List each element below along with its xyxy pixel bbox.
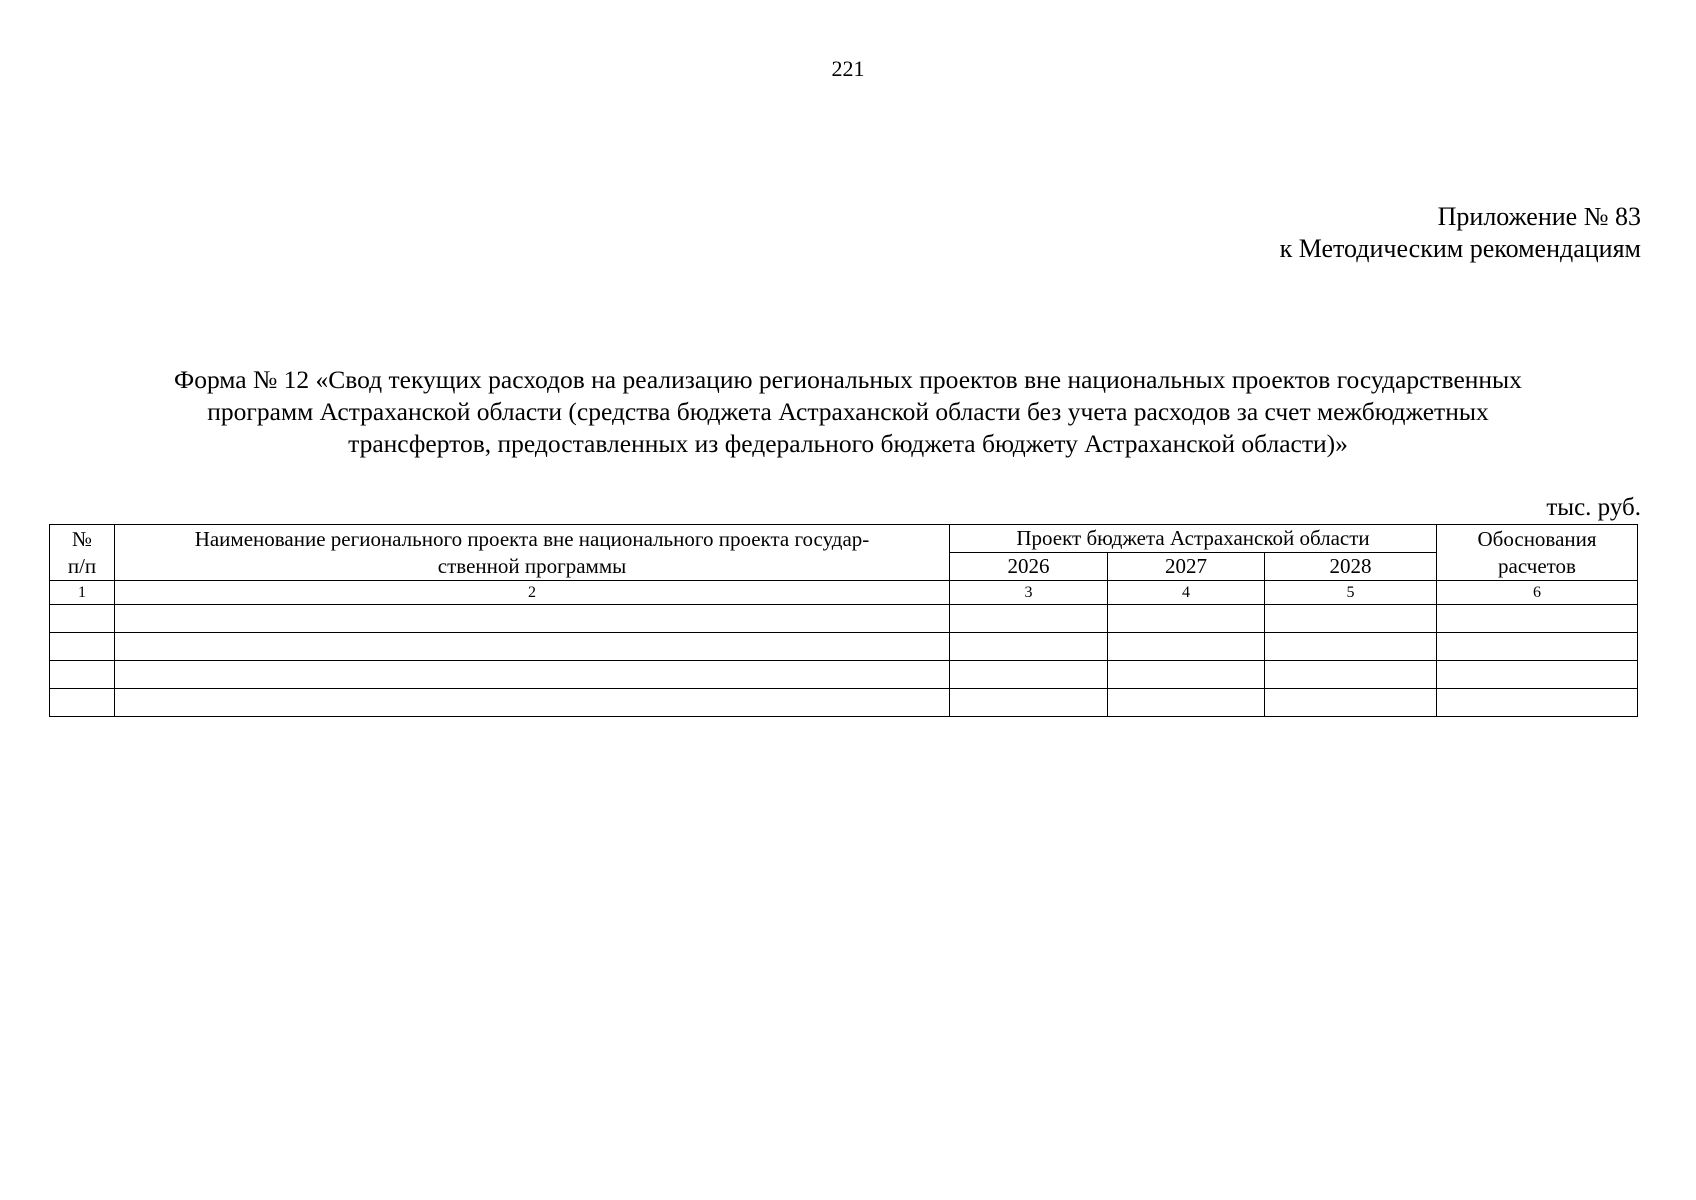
table-cell [1265,605,1437,633]
header-project-name [115,525,950,581]
page-number: 221 [831,56,865,81]
table-cell [50,689,115,717]
table-cell [1108,661,1265,689]
header-year-2026: 2026 [950,553,1108,581]
table-cell [950,689,1108,717]
appendix-subtitle: к Методическим рекомендациям [1279,234,1641,263]
table-cell [50,605,115,633]
column-number: 6 [1437,581,1638,605]
table-cell [950,633,1108,661]
form-title-line: трансфертов, предоставленных из федерального бюджета бюджету Астраханской области)» [348,429,1348,458]
column-number: 2 [115,581,950,605]
form-title [80,364,1616,460]
header-project-name-line1: Наименование регионального проекта вне национального проекта государ- [194,526,870,551]
table-cell [950,661,1108,689]
header-project-name-line2: ственной программы [437,553,627,578]
table-row [50,689,1638,717]
table-cell [1265,689,1437,717]
table-cell [950,605,1108,633]
table-cell [1437,661,1638,689]
table-cell [1265,661,1437,689]
header-budget-group: Проект бюджета Астраханской области [950,525,1437,553]
appendix-reference [1280,201,1641,265]
header-basis-line2: расчетов [1498,553,1576,578]
table-row [50,605,1638,633]
column-number-row [50,581,1638,605]
table-cell [115,661,950,689]
table-cell [50,661,115,689]
table-cell [1108,605,1265,633]
column-number: 4 [1108,581,1265,605]
table-cell [1265,633,1437,661]
table-row [50,633,1638,661]
expenses-table [49,524,1638,717]
appendix-title: Приложение № 83 [1437,202,1641,231]
table-cell [115,633,950,661]
column-number: 3 [950,581,1108,605]
table-cell [1108,689,1265,717]
header-basis-line1: Обоснования [1477,526,1597,551]
table-row [50,661,1638,689]
column-number: 5 [1265,581,1437,605]
table-header-row [50,525,1638,553]
table-cell [50,633,115,661]
form-title-line: Форма № 12 «Свод текущих расходов на реализацию региональных проектов вне национальных проектов государственных [174,365,1522,394]
table-cell [115,689,950,717]
header-number-line1: № [71,526,93,551]
header-number [50,525,115,581]
table-cell [115,605,950,633]
form-title-line: программ Астраханской области (средства бюджета Астраханской области без учета расходов за счет межбюджетных [207,397,1489,426]
header-year-2027: 2027 [1108,553,1265,581]
table-cell [1108,633,1265,661]
column-number: 1 [50,581,115,605]
header-basis [1437,525,1638,581]
header-year-2028: 2028 [1265,553,1437,581]
table-cell [1437,633,1638,661]
header-number-line2: п/п [67,553,97,578]
table-cell [1437,689,1638,717]
units-label: тыс. руб. [1546,494,1641,521]
table-cell [1437,605,1638,633]
